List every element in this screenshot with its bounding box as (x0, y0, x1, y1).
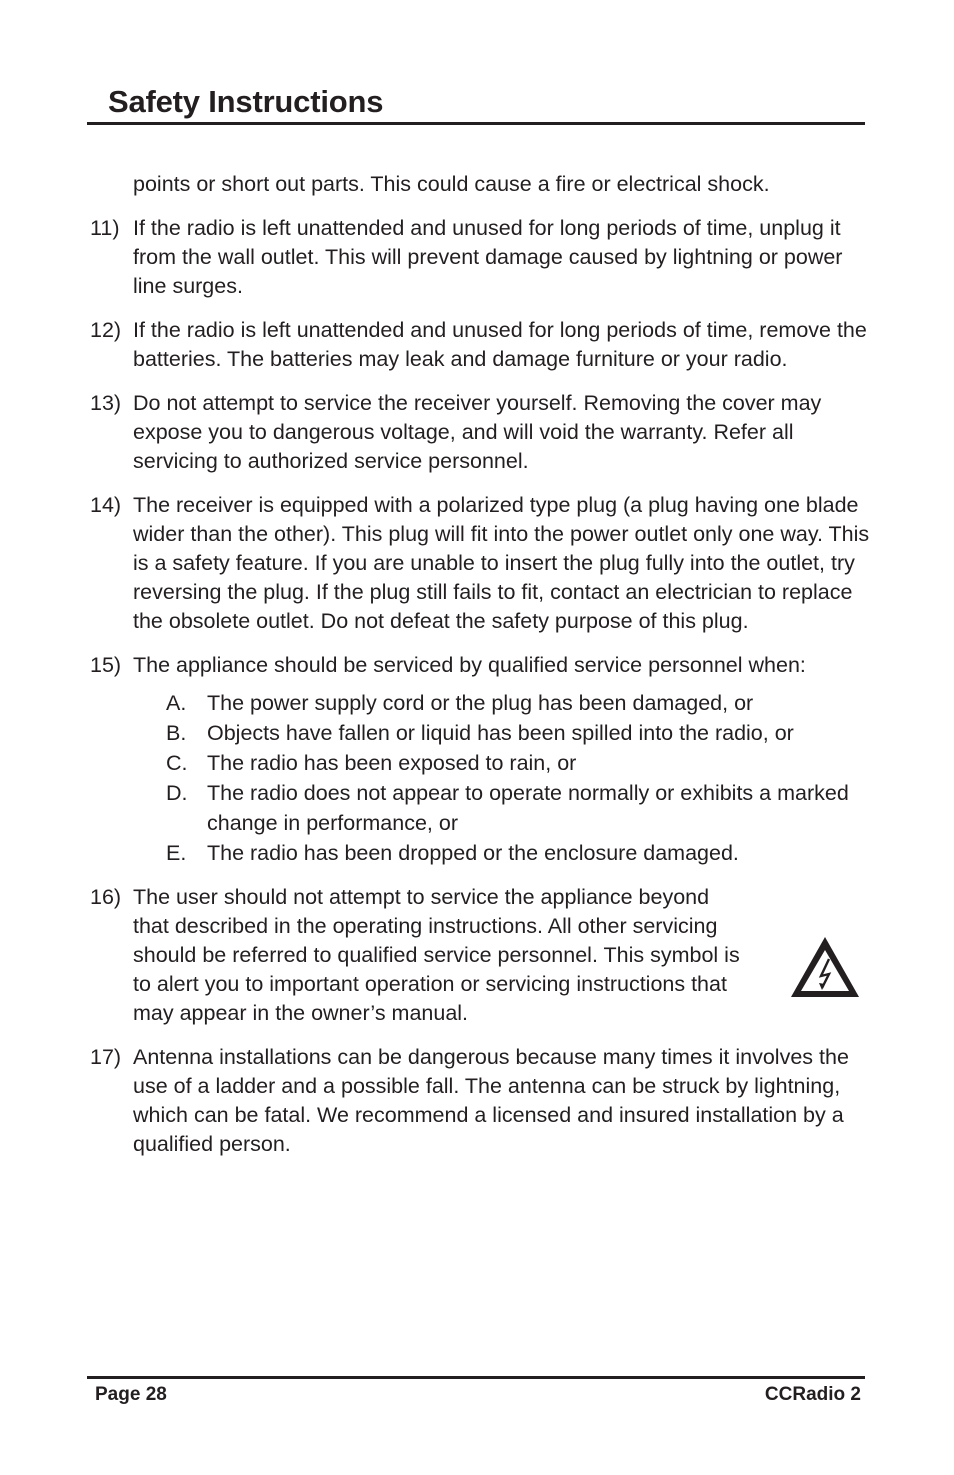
condition-text: The radio does not appear to operate normally or exhibits a marked change in performance, or (207, 781, 849, 835)
item-number: 15) (90, 653, 122, 677)
instruction-item-17 (90, 1043, 870, 1159)
instruction-item-14 (90, 491, 870, 636)
condition-letter: C. (166, 751, 188, 775)
item-number: 11) (90, 216, 120, 240)
condition-item (133, 748, 870, 778)
condition-letter: D. (166, 781, 188, 805)
condition-list (133, 688, 870, 868)
item-text: If the radio is left unattended and unused for long periods of time, remove the batteries. The batteries may leak and damage furniture or your radio. (133, 318, 867, 371)
product-name: CCRadio 2 (764, 1384, 861, 1405)
header-divider (87, 122, 865, 125)
condition-item (133, 838, 870, 868)
item-number: 16) (90, 885, 122, 909)
item-text: The receiver is equipped with a polarized type plug (a plug having one blade wider than the other). This plug will fit into the power outlet only one way. This is a safety feature. If you are unable to insert the plug fully into the outlet, try reversing the plug. If the plug still fails to fit, contact an electrician to replace the obsolete outlet. Do not defeat the safety purpose of this plug. (133, 493, 870, 633)
page-title: Safety Instructions (108, 84, 384, 119)
condition-letter: B. (166, 721, 187, 745)
condition-letter: E. (166, 841, 187, 865)
condition-letter: A. (166, 691, 187, 715)
item-number: 12) (90, 318, 122, 342)
item-text: If the radio is left unattended and unused for long periods of time, unplug it from the wall outlet. This will prevent damage caused by lightning or power line surges. (133, 216, 843, 298)
instruction-item-15 (90, 651, 870, 868)
electrical-warning-triangle-icon (788, 934, 862, 1000)
condition-item (133, 718, 870, 748)
instruction-item-13 (90, 389, 870, 476)
instruction-item-16 (90, 883, 870, 1028)
condition-item (133, 778, 870, 838)
continued-text: points or short out parts. This could cause a fire or electrical shock. (133, 172, 770, 196)
instruction-item-12 (90, 316, 870, 374)
condition-text: The radio has been exposed to rain, or (207, 751, 577, 775)
item-text: The user should not attempt to service the appliance beyond that described in the operating instructions. All other servicing should be referred to qualified service personnel. This symbol is to alert you to important operation or servicing instructions that may appear in the owner’s manual. (133, 885, 740, 1025)
condition-item (133, 688, 870, 718)
condition-text: The power supply cord or the plug has been damaged, or (207, 691, 754, 715)
instruction-item-11 (90, 214, 870, 301)
condition-text: Objects have fallen or liquid has been spilled into the radio, or (207, 721, 794, 745)
item-text: Do not attempt to service the receiver yourself. Removing the cover may expose you to dangerous voltage, and will void the warranty. Refer all servicing to authorized service personnel. (133, 391, 822, 473)
condition-text: The radio has been dropped or the enclosure damaged. (207, 841, 739, 865)
footer-divider (87, 1376, 865, 1379)
instructions-list (90, 170, 870, 1174)
item-number: 13) (90, 391, 122, 415)
item-number: 14) (90, 493, 122, 517)
item-number: 17) (90, 1045, 122, 1069)
item-text: Antenna installations can be dangerous because many times it involves the use of a ladder and a possible fall. The antenna can be struck by lightning, which can be fatal. We recommend a licensed and insured installation by a qualified person. (133, 1045, 849, 1156)
page-number: Page 28 (95, 1384, 167, 1405)
item-text: The appliance should be serviced by qualified service personnel when: (133, 653, 806, 677)
